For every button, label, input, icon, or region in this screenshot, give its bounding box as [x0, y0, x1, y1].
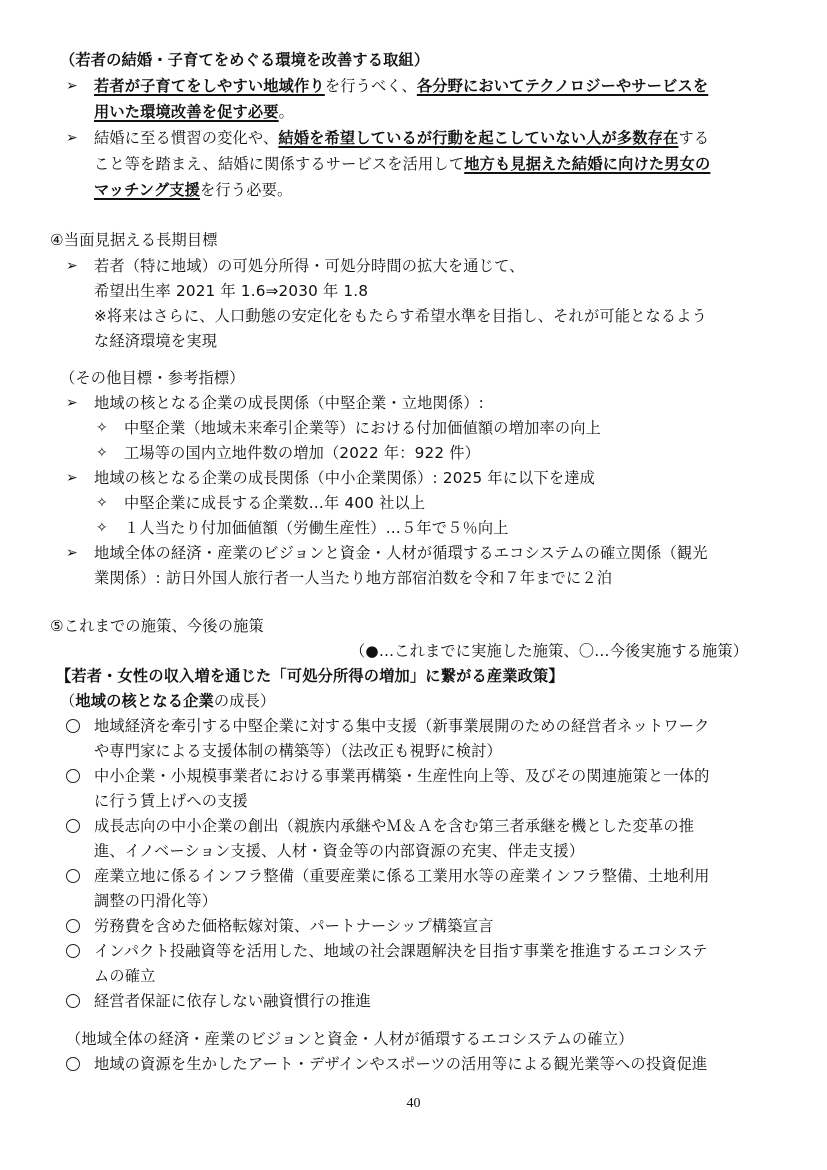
sub-bullet-text: 工場等の国内立地件数の増加（2022 年：922 件） — [124, 444, 481, 462]
bullet-text: 用いた環境改善を促す必要。 — [94, 103, 295, 121]
section-heading: ④当面見据える長期目標 — [50, 231, 218, 249]
measure-text: 成長志向の中小企業の創出（親族内承継やＭ＆Ａを含む第三者承継を機とした変革の推 — [94, 817, 695, 835]
measure-text: 調整の円滑化等） — [94, 892, 218, 910]
measure-text: 労務費を含めた価格転嫁対策、パートナーシップ構築宣言 — [94, 917, 494, 935]
section-heading: ⑤これまでの施策、今後の施策 — [50, 617, 264, 635]
sub-bullet-text: 中堅企業（地域未来牽引企業等）における付加価値額の増加率の向上 — [124, 419, 602, 437]
circle-bullet-icon — [66, 819, 80, 833]
bullet-text: 地域の核となる企業の成長関係（中堅企業・立地関係）: — [94, 394, 485, 412]
section-heading: （その他目標・参考指標） — [60, 369, 245, 387]
arrow-bullet-icon: ➢ — [66, 545, 78, 561]
sub-bullet-text: １人当たり付加価値額（労働生産性）…５年で５％向上 — [124, 519, 509, 537]
arrow-bullet-icon: ➢ — [66, 258, 78, 274]
diamond-bullet-icon: ✧ — [96, 520, 108, 536]
circle-bullet-icon — [66, 944, 80, 958]
circle-bullet-icon — [66, 919, 80, 933]
bullet-text: 若者が子育てをしやすい地域作りを行うべく、各分野においてテクノロジーやサービスを — [94, 77, 709, 95]
note-text: ※将来はさらに、人口動態の安定化をもたらす希望水準を目指し、それが可能となるよう — [94, 307, 708, 325]
bullet-text: 地域全体の経済・産業のビジョンと資金・人材が循環するエコシステムの確立関係（観光 — [94, 544, 708, 562]
circle-bullet-icon — [66, 719, 80, 733]
legend-text: （●…これまでに実施した施策、〇…今後実施する施策） — [350, 642, 749, 660]
circle-bullet-icon — [66, 1057, 80, 1071]
subheading: （地域全体の経済・産業のビジョンと資金・人材が循環するエコシステムの確立） — [66, 1030, 634, 1048]
measure-text: 進、イノベーション支援、人材・資金等の内部資源の充実、伴走支援） — [94, 842, 585, 860]
arrow-bullet-icon: ➢ — [66, 78, 78, 94]
circle-bullet-icon — [66, 769, 80, 783]
bullet-text: こと等を踏まえ、結婚に関係するサービスを活用して地方も見据えた結婚に向けた男女の — [94, 155, 711, 173]
sub-bullet-text: 中堅企業に成長する企業数…年 400 社以上 — [124, 494, 426, 512]
diamond-bullet-icon: ✧ — [96, 445, 108, 461]
arrow-bullet-icon: ➢ — [66, 470, 78, 486]
diamond-bullet-icon: ✧ — [96, 420, 108, 436]
circle-bullet-icon — [66, 994, 80, 1008]
section-heading: （若者の結婚・子育てをめぐる環境を改善する取組） — [60, 51, 430, 69]
measure-text: や専門家による支援体制の構築等）（法改正も視野に検討） — [94, 742, 502, 760]
measure-text: ムの確立 — [94, 967, 156, 985]
subheading: （地域の核となる企業の成長） — [60, 692, 276, 710]
measure-text: インパクト投融資等を活用した、地域の社会課題解決を目指す事業を推進するエコシステ — [94, 942, 708, 960]
page-number: 40 — [406, 1096, 421, 1111]
measure-text: 地域経済を牽引する中堅企業に対する集中支援（新事業展開のための経営者ネットワーク — [94, 717, 710, 735]
measure-text: 経営者保証に依存しない融資慣行の推進 — [94, 992, 371, 1010]
bullet-text: マッチング支援を行う必要。 — [94, 181, 293, 199]
measure-text: 中小企業・小規模事業者における事業再構築・生産性向上等、及びその関連施策と一体的 — [94, 767, 710, 785]
bullet-text: 結婚に至る慣習の変化や、結婚を希望しているが行動を起こしていない人が多数存在する — [94, 129, 710, 147]
diamond-bullet-icon: ✧ — [96, 495, 108, 511]
measure-text: 産業立地に係るインフラ整備（重要産業に係る工業用水等の産業インフラ整備、土地利用 — [94, 867, 710, 885]
measure-text: 地域の資源を生かしたアート・デザインやスポーツの活用等による観光業等への投資促進 — [94, 1055, 708, 1073]
circle-bullet-icon — [66, 869, 80, 883]
bold-heading: 【若者・女性の収入増を通じた「可処分所得の増加」に繋がる産業政策】 — [56, 667, 564, 685]
bullet-text: 業関係）: 訪日外国人旅行者一人当たり地方部宿泊数を令和７年までに２泊 — [94, 569, 613, 587]
target-text: 希望出生率 2021 年 1.6⇒2030 年 1.8 — [94, 282, 369, 300]
arrow-bullet-icon: ➢ — [66, 130, 78, 146]
arrow-bullet-icon: ➢ — [66, 395, 78, 411]
note-text: な経済環境を実現 — [94, 332, 218, 350]
bullet-text: 若者（特に地域）の可処分所得・可処分時間の拡大を通じて、 — [94, 257, 525, 275]
bullet-text: 地域の核となる企業の成長関係（中小企業関係）: 2025 年に以下を達成 — [94, 469, 596, 487]
measure-text: に行う賃上げへの支援 — [94, 792, 248, 810]
